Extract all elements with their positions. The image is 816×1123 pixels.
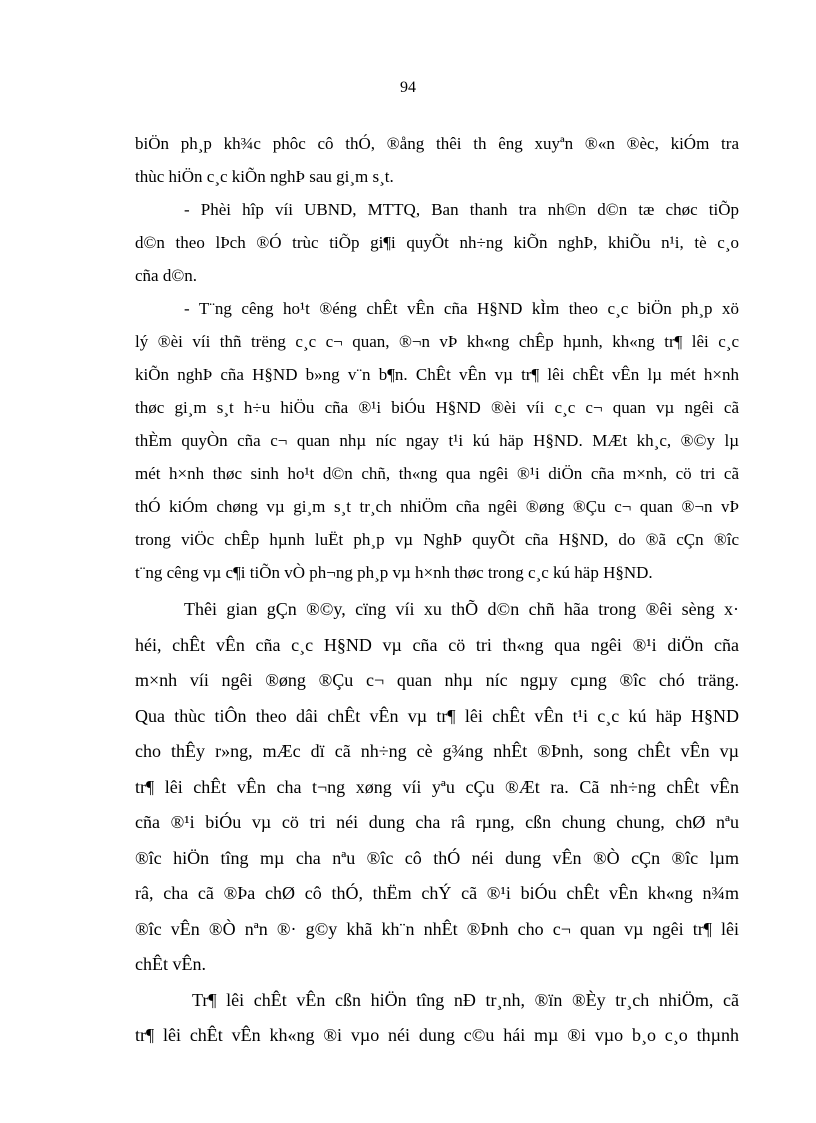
text-line: m×nh víi ngêi ®øng ®Çu c¬ quan nhµ níc ngµy cµng ®îc chó träng. [135,670,739,690]
text-line: thÓ kiÓm chøng vµ gi¸m s¸t tr¸ch nhiÖm cña ngêi ®øng ®Çu c¬ quan ®¬n vÞ [135,497,739,516]
text-line: kiÕn nghÞ cña H§ND b»ng v¨n b¶n. ChÊt vÊn vµ tr¶ lêi chÊt vÊn lµ mét h×nh [135,365,739,384]
page-number: 94 [400,79,416,96]
text-line: chÊt vÊn. [135,954,206,974]
text-line: - Phèi hîp víi UBND, MTTQ, Ban thanh tra nh©n d©n tæ chøc tiÕp [184,200,739,219]
text-line: râ, cha cã ®Þa chØ cô thÓ, thËm chÝ cã ®¹i biÓu chÊt vÊn kh«ng n¾m [135,883,739,903]
text-line: héi, chÊt vÊn cña c¸c H§ND vµ cña cö tri th«ng qua ngêi ®¹i diÖn cña [135,635,739,655]
text-line: - T¨ng cêng ho¹t ®éng chÊt vÊn cña H§ND kÌm theo c¸c biÖn ph¸p xö [184,299,739,318]
text-line: cña ®¹i biÓu vµ cö tri néi dung cha râ rµng, cßn chung chung, chØ nªu [135,812,739,832]
text-line: tr¶ lêi chÊt vÊn kh«ng ®i vµo néi dung c©u hái mµ ®i vµo b¸o c¸o thµnh [135,1025,739,1045]
text-line: thøc gi¸m s¸t h÷u hiÖu cña ®¹i biÓu H§ND ®èi víi c¸c c¬ quan vµ ngêi cã [135,398,739,417]
text-line: thÈm quyÒn cña c¬ quan nhµ níc ngay t¹i kú häp H§ND. MÆt kh¸c, ®©y lµ [135,431,739,450]
text-line: d©n theo lÞch ®Ó trùc tiÕp gi¶i quyÕt nh÷ng kiÕn nghÞ, khiÕu n¹i, tè c¸o [135,233,739,252]
text-line: thùc hiÖn c¸c kiÕn nghÞ sau gi¸m s¸t. [135,167,394,186]
text-line: t¨ng cêng vµ c¶i tiÕn vÒ ph¬ng ph¸p vµ h×nh thøc trong c¸c kú häp H§ND. [135,563,653,582]
text-line: ®îc hiÖn tîng mµ cha nªu ®îc cô thÓ néi dung vÊn ®Ò cÇn ®îc lµm [135,848,739,868]
text-line: Qua thùc tiÔn theo dâi chÊt vÊn vµ tr¶ lêi chÊt vÊn t¹i c¸c kú häp H§ND [135,706,739,726]
text-line: ®îc vÊn ®Ò nªn ®· g©y khã kh¨n nhÊt ®Þnh cho c¬ quan vµ ngêi tr¶ lêi [135,919,739,939]
text-line: tr¶ lêi chÊt vÊn cha t¬ng xøng víi yªu cÇu ®Æt ra. Cã nh÷ng chÊt vÊn [135,777,739,797]
text-line: cho thÊy r»ng, mÆc dï cã nh÷ng cè g¾ng nhÊt ®Þnh, song chÊt vÊn vµ [135,741,739,761]
text-line: biÖn ph¸p kh¾c phôc cô thÓ, ®ång thêi th êng xuyªn ®«n ®èc, kiÓm tra [135,134,739,153]
text-line: cña d©n. [135,266,198,285]
text-line: trong viÖc chÊp hµnh luËt ph¸p vµ NghÞ quyÕt cña H§ND, do ®ã cÇn ®îc [135,530,739,549]
text-line: Thêi gian gÇn ®©y, cïng víi xu thÕ d©n chñ hãa trong ®êi sèng x· [184,599,739,619]
text-line: mét h×nh thøc sinh ho¹t d©n chñ, th«ng qua ngêi ®¹i diÖn cña m×nh, cö tri cã [135,464,739,483]
text-line: lý ®èi víi thñ trëng c¸c c¬ quan, ®¬n vÞ kh«ng chÊp hµnh, kh«ng tr¶ lêi c¸c [135,332,739,351]
text-line: Tr¶ lêi chÊt vÊn cßn hiÖn tîng nÐ tr¸nh, ®ïn ®Èy tr¸ch nhiÖm, cã [192,990,739,1010]
